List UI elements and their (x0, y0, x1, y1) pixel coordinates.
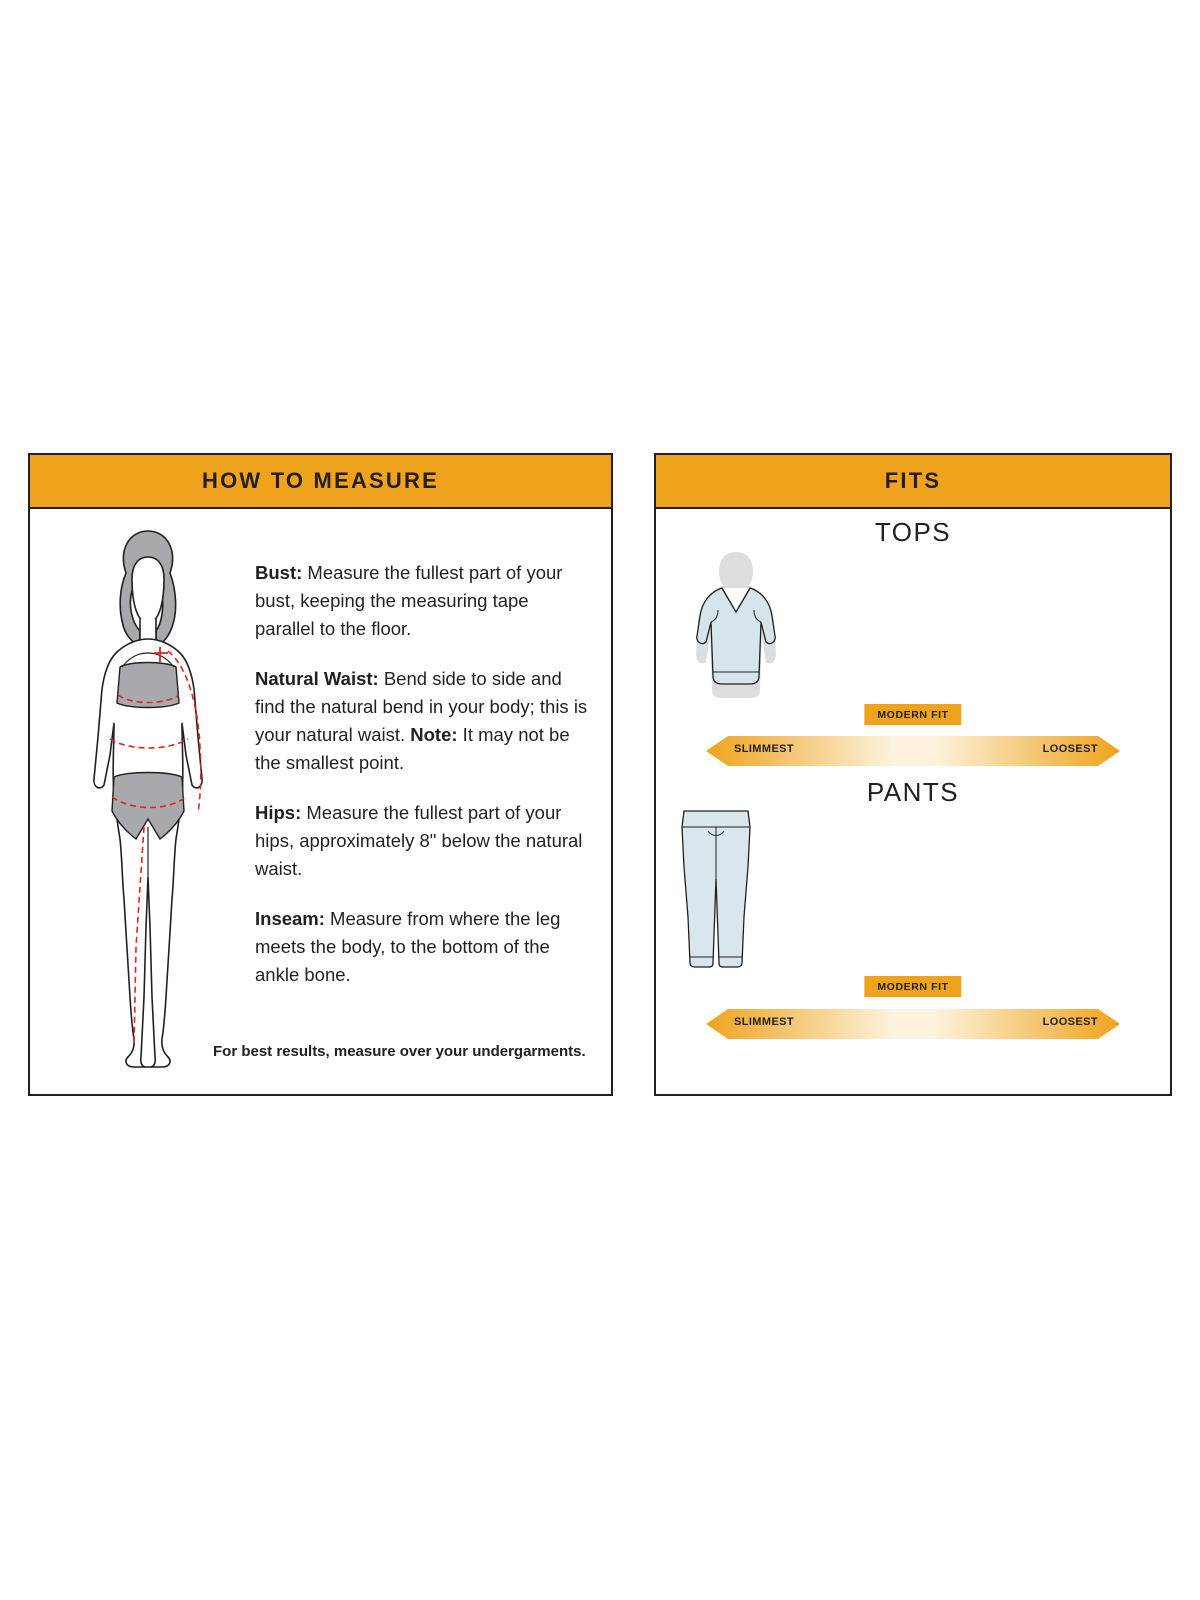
measure-instructions (255, 540, 593, 1011)
measure-item-inseam-text: Measure from where the leg meets the body, to the bottom of the ankle bone. (255, 907, 561, 985)
how-to-measure-title: HOW TO MEASURE (202, 468, 439, 493)
measure-item-waist-note-text: It may not be the smallest point. (255, 723, 570, 773)
fits-header (654, 453, 1172, 509)
measure-item-hips-term: Hips: (255, 801, 302, 823)
measure-item-waist-text: Bend side to side and find the natural bend in your body; this is your natural waist. (255, 667, 588, 745)
tops-scale-left-label: SLIMMEST (734, 743, 795, 755)
measure-item-bust (255, 559, 593, 643)
measure-item-inseam-term: Inseam: (255, 907, 325, 929)
pants-scale-right-label: LOOSEST (1042, 1016, 1098, 1028)
female-body-measurement-diagram (48, 527, 248, 1072)
measure-item-waist-term: Natural Waist: (255, 667, 379, 689)
how-to-measure-header (28, 453, 613, 509)
fits-panel (654, 453, 1172, 1096)
tops-scale-right-label: LOOSEST (1042, 743, 1098, 755)
measure-item-hips-text: Measure the fullest part of your hips, approximately 8" below the natural waist. (255, 801, 583, 879)
pants-scale-left-label: SLIMMEST (734, 1016, 795, 1028)
tops-fit-scale (706, 734, 1120, 768)
pants-fit-badge: MODERN FIT (864, 976, 961, 997)
tops-section-title: TOPS (874, 517, 952, 547)
pants-section-title: PANTS (866, 777, 960, 807)
measure-item-waist-note-term: Note: (410, 723, 458, 745)
measure-item-bust-text: Measure the fullest part of your bust, keeping the measuring tape parallel to the floor. (255, 561, 563, 639)
measure-item-hips (255, 799, 593, 883)
scrub-top-illustration (656, 550, 1170, 700)
measure-item-waist (255, 665, 593, 777)
measure-item-inseam (255, 905, 593, 989)
how-to-measure-panel (28, 453, 613, 1096)
scrub-pants-illustration (656, 807, 1170, 969)
fits-title: FITS (884, 468, 942, 493)
measure-item-bust-term: Bust: (255, 561, 303, 583)
pants-fit-scale (706, 1007, 1120, 1041)
tops-fit-badge: MODERN FIT (864, 704, 961, 725)
bra-shape (117, 663, 179, 708)
measure-footnote: For best results, measure over your undergarments. (213, 1043, 586, 1060)
